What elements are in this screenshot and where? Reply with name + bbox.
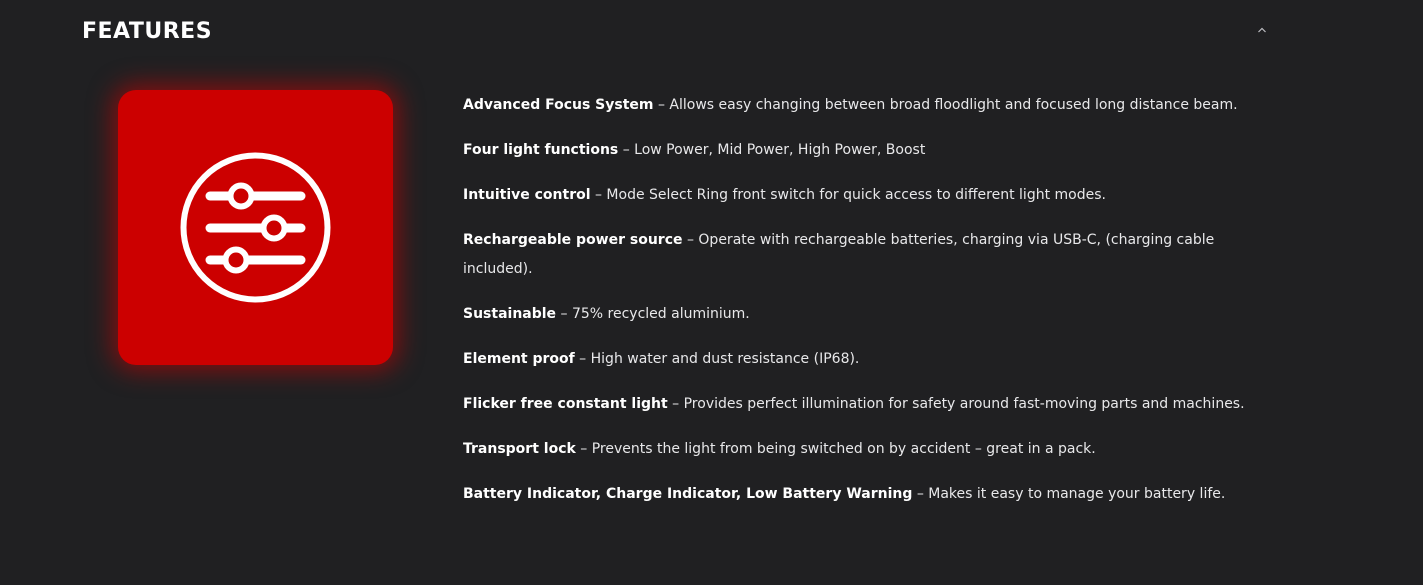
feature-name: Rechargeable power source bbox=[463, 232, 683, 248]
feature-description: – Makes it easy to manage your battery life. bbox=[912, 485, 1226, 502]
feature-name: Sustainable bbox=[463, 305, 557, 322]
sliders-icon bbox=[118, 90, 393, 365]
feature-list bbox=[463, 91, 1253, 525]
feature-item bbox=[463, 390, 1253, 419]
feature-item bbox=[463, 91, 1253, 120]
feature-name: Element proof bbox=[463, 350, 575, 367]
feature-description: – High water and dust resistance (IP68). bbox=[574, 350, 860, 367]
feature-description: – Provides perfect illumination for safety around fast-moving parts and machines. bbox=[667, 395, 1245, 412]
feature-description: – Prevents the light from being switched on by accident – great in a pack. bbox=[575, 440, 1096, 457]
feature-description: – Low Power, Mid Power, High Power, Boost bbox=[618, 142, 926, 158]
feature-description: – 75% recycled aluminium. bbox=[556, 305, 750, 322]
feature-description: – Allows easy changing between broad floodlight and focused long distance beam. bbox=[653, 97, 1238, 113]
feature-name: Four light functions bbox=[463, 142, 619, 158]
feature-name: Transport lock bbox=[463, 440, 576, 457]
feature-item bbox=[463, 136, 1253, 165]
feature-name: Flicker free constant light bbox=[463, 395, 668, 412]
feature-item bbox=[463, 226, 1253, 283]
feature-name: Intuitive control bbox=[463, 187, 591, 203]
feature-name: Advanced Focus System bbox=[463, 97, 654, 113]
features-section-header[interactable] bbox=[82, 14, 1272, 50]
feature-item bbox=[463, 345, 1253, 374]
chevron-up-icon[interactable] bbox=[1252, 20, 1272, 40]
feature-description: – Mode Select Ring front switch for quick access to different light modes. bbox=[590, 187, 1106, 203]
feature-name: Battery Indicator, Charge Indicator, Low Battery Warning bbox=[463, 485, 913, 502]
feature-item bbox=[463, 181, 1253, 210]
feature-item bbox=[463, 480, 1253, 509]
feature-item bbox=[463, 435, 1253, 464]
feature-icon-tile bbox=[118, 90, 393, 365]
feature-item bbox=[463, 300, 1253, 329]
section-title: FEATURES bbox=[82, 19, 213, 44]
feature-description: – Operate with rechargeable batteries, charging via USB-C, (charging cable included). bbox=[463, 232, 1215, 277]
